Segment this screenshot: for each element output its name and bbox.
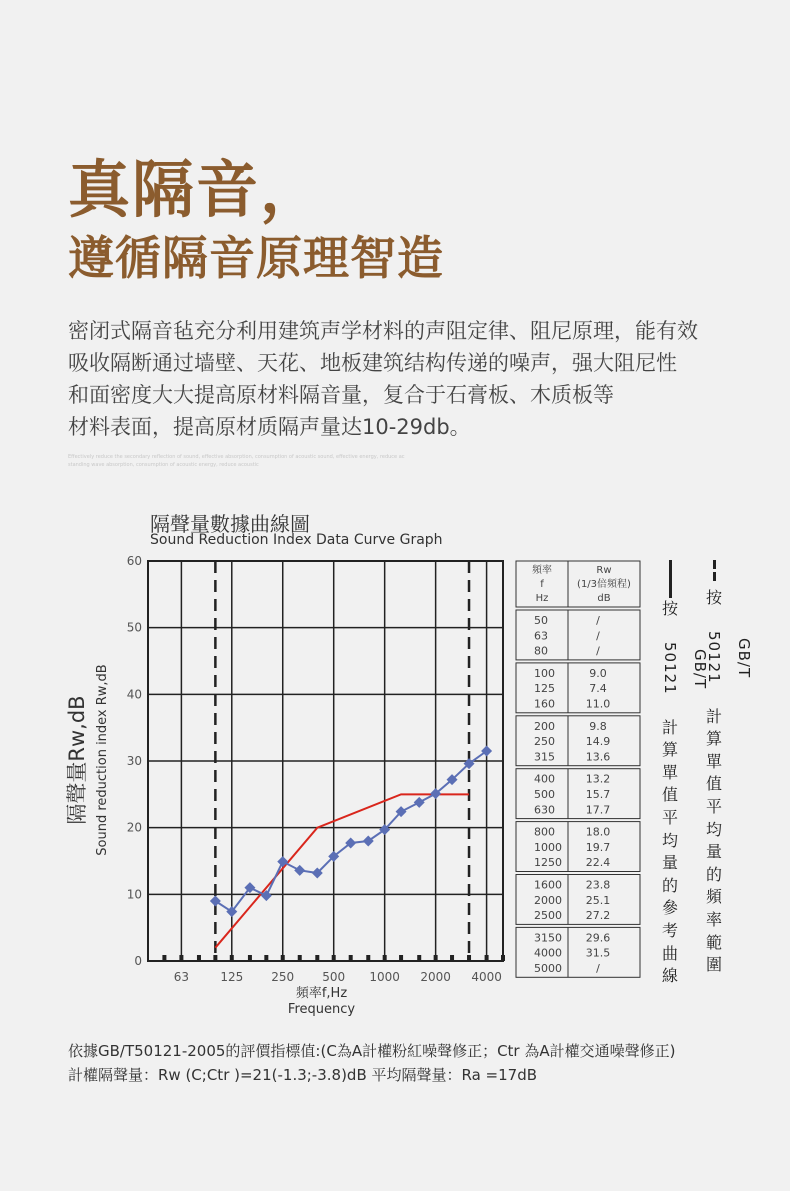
table-header-freq: Hz (535, 593, 549, 604)
x-tick-label: 125 (220, 970, 244, 984)
table-header-freq: f (540, 579, 544, 590)
y-axis-label-en: Sound reduction index Rw,dB (95, 664, 110, 856)
legend-dashed-char-4: 平 (705, 796, 722, 816)
description-line-4: 材料表面，提高原材质隔声量达10-29db。 (68, 415, 471, 439)
table-cell-rw: / (596, 629, 600, 643)
legend-dashed-text (699, 706, 729, 977)
table-cell-rw: 27.2 (585, 909, 611, 923)
table-cell-rw: 19.7 (585, 840, 611, 854)
baseline-tick (197, 955, 201, 961)
y-tick-label: 40 (126, 687, 142, 702)
legend-dashed-seg-1 (713, 560, 716, 569)
baseline-tick (315, 955, 319, 961)
table-cell-rw: / (596, 644, 600, 658)
legend-dashed-char-1: 算 (705, 729, 722, 749)
table-cell-frequency: 630 (534, 803, 555, 817)
legend-dashed-seg-2 (713, 572, 716, 581)
legend-solid-char-5: 均 (661, 830, 678, 850)
legend-solid-char-2: 單 (661, 762, 678, 782)
y-tick-label: 20 (126, 820, 142, 835)
fine-print-line-1: Effectively reduce the secondary reflection of sound, effective absorption, consumption of acoustic sound, effective energy, reduce ac (68, 454, 405, 460)
legend-dashed-char-2: 單 (705, 751, 722, 771)
baseline-tick (485, 955, 489, 961)
table-cell-rw: 9.8 (589, 719, 607, 733)
legend-dashed-char-7: 的 (705, 864, 722, 884)
footnote-line-1: 依據GB/T50121-2005的評價指標值:(C為A計權粉紅噪聲修正；Ctr 為A計權交通噪聲修正) (68, 1042, 676, 1060)
legend-dashed-reference (699, 560, 753, 977)
x-tick-label: 2000 (420, 970, 451, 984)
table-cell-rw: 23.8 (585, 878, 611, 892)
headline-line2: 遵循隔音原理智造 (68, 231, 444, 285)
table-cell-frequency: 3150 (534, 931, 562, 945)
table-header-rw: dB (597, 593, 611, 604)
table-header-rw: (1/3倍頻程) (577, 579, 631, 590)
x-tick-label: 1000 (369, 970, 400, 984)
legend-solid-char-11: 線 (661, 966, 678, 986)
table-cell-frequency: 400 (534, 772, 555, 786)
table-cell-frequency: 100 (534, 666, 555, 680)
legend-dashed-char-8: 頻 (705, 887, 722, 907)
legend-dashed-char-10: 範 (705, 932, 722, 952)
baseline-tick (501, 955, 505, 961)
legend-solid-char-8: 參 (661, 898, 678, 918)
baseline-tick (298, 955, 302, 961)
legend-solid-char-0: 計 (661, 717, 678, 737)
description-line-2: 吸收隔断通过墙壁、天花、地板建筑结构传递的噪声，强大阻尼性 (68, 351, 677, 375)
legend-solid-line (669, 560, 672, 598)
table-cell-rw: 22.4 (585, 856, 611, 870)
table-cell-frequency: 5000 (534, 962, 562, 975)
table-cell-frequency: 1600 (534, 878, 562, 892)
table-cell-frequency: 2000 (534, 893, 562, 907)
legend-dashed-char-6: 量 (705, 842, 722, 862)
x-tick-label: 250 (271, 970, 295, 984)
table-cell-frequency: 125 (534, 682, 555, 696)
fine-print-line-2: standing wave absorption, consumption of acoustic energy, reduce acoustic (68, 462, 259, 468)
legend-solid-char-4: 平 (661, 807, 678, 827)
y-tick-label: 60 (126, 554, 142, 568)
table-cell-frequency: 315 (534, 750, 555, 764)
baseline-tick (399, 955, 403, 961)
baseline-tick (450, 955, 454, 961)
y-tick-label: 50 (126, 620, 142, 635)
legend-solid-char-1: 算 (661, 740, 678, 760)
x-tick-label: 500 (322, 970, 346, 984)
chart-title: 隔聲量數據曲線圖 (150, 512, 310, 536)
table-cell-frequency: 63 (534, 629, 548, 643)
table-cell-frequency: 160 (534, 697, 555, 711)
legend-solid-char-9: 考 (661, 920, 678, 940)
legend-dashed-char-3: 值 (705, 774, 722, 794)
legend-dashed-char-5: 均 (705, 819, 722, 839)
table-cell-frequency: 2500 (534, 909, 562, 923)
table-cell-rw: 29.6 (585, 931, 611, 945)
table-cell-frequency: 50 (534, 614, 548, 627)
baseline-tick (281, 955, 285, 961)
footnote-line-2: 計權隔聲量：Rw (C;Ctr )=21(-1.3;-3.8)dB 平均隔聲量：Ra =17dB (68, 1066, 538, 1084)
table-cell-rw: / (596, 962, 600, 975)
table-cell-rw: 13.6 (585, 750, 611, 764)
legend-dashed-gb: GB/T 50121 (705, 631, 753, 684)
table-cell-frequency: 200 (534, 719, 555, 733)
table-cell-rw: / (596, 614, 600, 627)
table-cell-frequency: 80 (534, 644, 548, 658)
y-axis-label: 隔聲量Rw,dB (65, 695, 89, 825)
table-cell-rw: 31.5 (585, 946, 611, 960)
legend-solid-char-6: 量 (661, 853, 678, 873)
baseline-tick (349, 955, 353, 961)
table-cell-frequency: 800 (534, 825, 555, 839)
legend-dashed-pre: 按 (705, 588, 722, 607)
baseline-tick (332, 955, 336, 961)
table-cell-rw: 14.9 (585, 735, 611, 749)
baseline-tick (179, 955, 183, 961)
table-cell-rw: 13.2 (585, 772, 611, 786)
legend-solid-char-7: 的 (661, 875, 678, 895)
x-axis-label: 頻率f,Hz (295, 986, 348, 1001)
legend-solid-char-3: 值 (661, 785, 678, 805)
table-cell-rw: 9.0 (589, 666, 607, 680)
y-tick-label: 10 (126, 887, 142, 902)
y-tick-label: 30 (126, 754, 142, 768)
legend-solid-text (655, 717, 685, 988)
table-cell-frequency: 1000 (534, 840, 562, 854)
x-tick-label: 63 (173, 970, 190, 984)
legend-dashed-char-0: 計 (705, 706, 722, 726)
baseline-tick (366, 955, 370, 961)
headline-line1: 真隔音， (68, 153, 325, 226)
table-header-freq: 頻率 (532, 565, 552, 576)
baseline-tick (162, 955, 166, 961)
description-line-1: 密闭式隔音毡充分利用建筑声学材料的声阻定律、阻尼原理，能有效 (68, 319, 698, 343)
table-cell-rw: 18.0 (585, 825, 611, 839)
legend-solid-pre: 按 (661, 599, 678, 618)
table-cell-frequency: 1250 (534, 856, 562, 870)
baseline-tick (248, 955, 252, 961)
table-cell-rw: 7.4 (589, 682, 607, 696)
table-cell-rw: 17.7 (585, 803, 611, 817)
baseline-tick (434, 955, 438, 961)
table-header-rw: Rw (596, 565, 612, 576)
baseline-tick (264, 955, 268, 961)
table-cell-rw: 11.0 (585, 697, 611, 711)
legend-solid-reference (655, 560, 709, 988)
y-tick-label: 0 (134, 954, 142, 968)
legend-solid-gb: GB/T 50121 (661, 642, 709, 695)
chart-subtitle: Sound Reduction Index Data Curve Graph (150, 532, 443, 548)
baseline-tick (383, 955, 387, 961)
x-tick-label: 4000 (471, 970, 502, 984)
description-line-3: 和面密度大大提高原材料隔音量，复合于石膏板、木质板等 (68, 383, 614, 407)
table-cell-frequency: 4000 (534, 946, 562, 960)
legend-dashed-char-9: 率 (705, 909, 722, 929)
legend-dashed-char-11: 圍 (705, 955, 722, 975)
legend-solid-char-10: 曲 (661, 943, 678, 963)
table-cell-frequency: 250 (534, 735, 555, 749)
table-cell-rw: 25.1 (585, 893, 611, 907)
table-cell-rw: 15.7 (585, 788, 611, 801)
baseline-tick (417, 955, 421, 961)
x-axis-label-en: Frequency (287, 1002, 356, 1017)
table-cell-frequency: 500 (534, 788, 555, 801)
baseline-tick (230, 955, 234, 961)
